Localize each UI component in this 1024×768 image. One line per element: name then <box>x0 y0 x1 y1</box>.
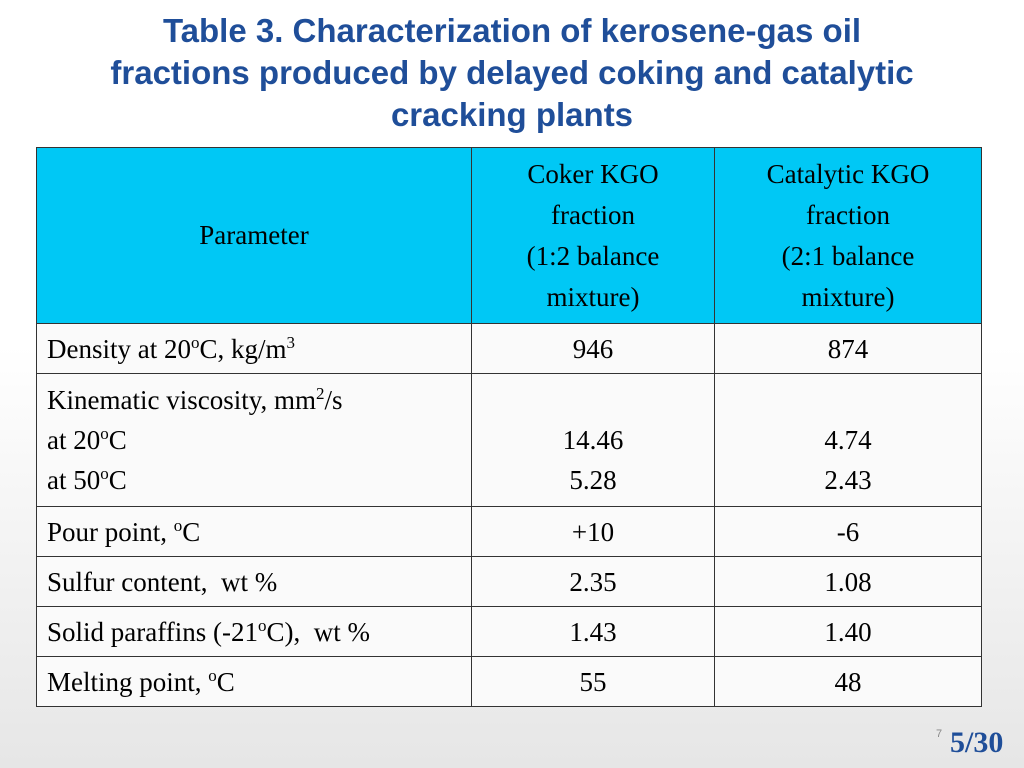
viscosity-catalytic-blank <box>725 380 971 420</box>
viscosity-l1-sup: 2 <box>315 384 325 403</box>
viscosity-l2-sup: o <box>100 424 109 443</box>
title-line-2: fractions produced by delayed coking and catalytic <box>110 54 914 91</box>
pour-catalytic: -6 <box>715 507 982 557</box>
density-catalytic: 874 <box>715 324 982 374</box>
table-row-viscosity <box>37 374 982 507</box>
table-header-row <box>37 148 982 324</box>
header-coker-line-4: mixture) <box>546 281 640 312</box>
density-label-c: C, kg/m <box>199 333 287 364</box>
title-line-3: cracking plants <box>390 96 634 133</box>
viscosity-label-line-3 <box>47 460 461 500</box>
viscosity-l2c: C <box>108 425 127 455</box>
pour-coker: +10 <box>472 507 715 557</box>
density-coker: 946 <box>472 324 715 374</box>
viscosity-l1a: Kinematic viscosity, mm <box>47 385 316 415</box>
viscosity-catalytic-20: 4.74 <box>824 425 872 455</box>
header-coker-line-2: fraction <box>551 199 635 230</box>
table-row-pour-point <box>37 507 982 557</box>
density-label-sup-o: o <box>190 332 200 352</box>
viscosity-catalytic-50: 2.43 <box>824 465 872 495</box>
viscosity-l3-sup: o <box>100 464 109 483</box>
density-label-a: Density at 20 <box>47 333 191 364</box>
table-row-density <box>37 324 982 374</box>
header-catalytic-line-1: Catalytic KGO <box>766 158 930 189</box>
pour-label-sup: o <box>173 515 183 535</box>
pour-label <box>37 507 472 557</box>
viscosity-coker-50: 5.28 <box>569 465 617 495</box>
header-catalytic-line-4: mixture) <box>801 281 895 312</box>
melting-coker: 55 <box>472 657 715 707</box>
table-row-sulfur <box>37 557 982 607</box>
pour-label-c: C <box>182 516 201 547</box>
sulfur-label: Sulfur content, wt % <box>37 557 472 607</box>
viscosity-coker-20: 14.46 <box>562 425 624 455</box>
melting-label <box>37 657 472 707</box>
paraffins-catalytic: 1.40 <box>715 607 982 657</box>
pour-label-a: Pour point, <box>47 516 174 547</box>
sulfur-catalytic: 1.08 <box>715 557 982 607</box>
density-label <box>37 324 472 374</box>
sulfur-coker: 2.35 <box>472 557 715 607</box>
paraffins-label-c: C), wt % <box>266 616 370 647</box>
slide-small-number: 7 <box>936 728 943 740</box>
header-parameter: Parameter <box>37 148 472 324</box>
melting-catalytic: 48 <box>715 657 982 707</box>
viscosity-catalytic <box>715 374 982 507</box>
paraffins-label-a: Solid paraffins (-21 <box>47 616 258 647</box>
melting-label-c: C <box>216 666 235 697</box>
viscosity-label-line-2 <box>47 420 461 460</box>
viscosity-l2a: at 20 <box>47 425 101 455</box>
table-row-melting <box>37 657 982 707</box>
viscosity-coker-blank <box>482 380 704 420</box>
header-catalytic <box>715 148 982 324</box>
paraffins-label-sup: o <box>257 615 267 635</box>
melting-label-a: Melting point, <box>47 666 209 697</box>
density-label-sup-3: 3 <box>286 332 295 352</box>
viscosity-label <box>37 374 472 507</box>
header-catalytic-line-3: (2:1 balance <box>781 240 915 271</box>
title-line-1: Table 3. Characterization of kerosene-gas oil <box>162 12 862 49</box>
table-row-paraffins <box>37 607 982 657</box>
header-coker-line-1: Coker KGO <box>527 158 659 189</box>
viscosity-l3c: C <box>108 465 127 495</box>
characterization-table <box>36 147 982 707</box>
viscosity-coker <box>472 374 715 507</box>
slide-title <box>0 10 1024 136</box>
header-coker-line-3: (1:2 balance <box>526 240 660 271</box>
viscosity-l3a: at 50 <box>47 465 101 495</box>
paraffins-coker: 1.43 <box>472 607 715 657</box>
slide-page-number: 5/30 <box>950 726 1004 759</box>
paraffins-label <box>37 607 472 657</box>
header-catalytic-line-2: fraction <box>806 199 890 230</box>
viscosity-label-line-1 <box>47 380 461 420</box>
viscosity-l1c: /s <box>324 385 343 415</box>
melting-label-sup: o <box>208 665 217 685</box>
header-coker <box>472 148 715 324</box>
